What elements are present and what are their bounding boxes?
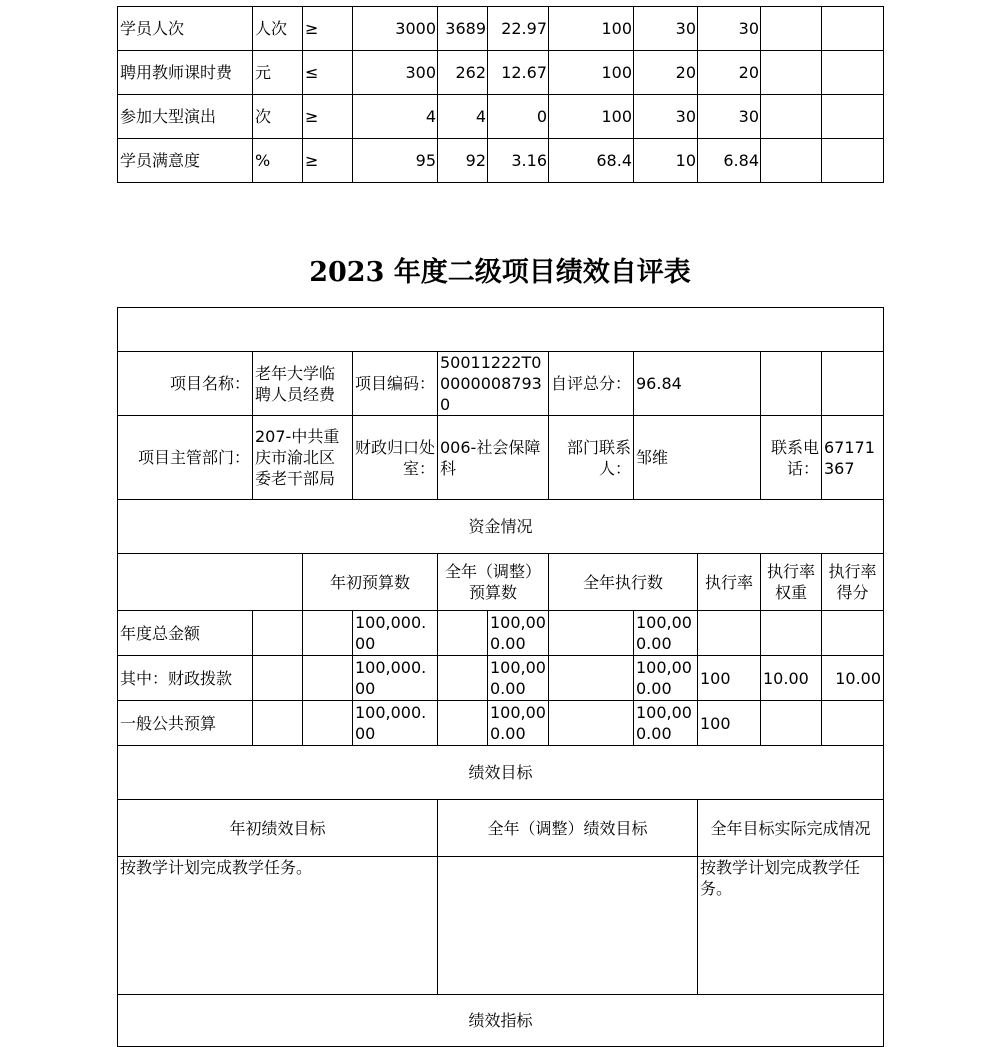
project-name-label: 项目名称： — [118, 352, 253, 416]
funds-header-executed: 全年执行数 — [549, 554, 698, 611]
phone: 67171367 — [822, 416, 884, 500]
indicator-blank-2 — [822, 95, 884, 139]
goals-section-title: 绩效目标 — [118, 746, 884, 800]
funds-row — [118, 611, 884, 656]
indicator-name: 参加大型演出 — [118, 95, 253, 139]
indicator-row — [118, 95, 884, 139]
indicator-actual: 4 — [438, 95, 488, 139]
goals-header-adjusted: 全年（调整）绩效目标 — [438, 800, 698, 857]
funds-executed: 100,000.00 — [634, 611, 698, 656]
indicator-name: 聘用教师课时费 — [118, 51, 253, 95]
funds-blank-c — [438, 656, 488, 701]
indicator-row — [118, 7, 884, 51]
funds-rate: 100 — [698, 656, 761, 701]
indicator-actual: 262 — [438, 51, 488, 95]
indicator-blank-2 — [822, 7, 884, 51]
funds-blank-b — [303, 701, 353, 746]
goals-header-actual: 全年目标实际完成情况 — [698, 800, 884, 857]
indicator-blank-1 — [761, 95, 822, 139]
indicator-row — [118, 51, 884, 95]
funds-weight — [761, 701, 822, 746]
indicator-score: 6.84 — [698, 139, 761, 183]
funds-initial: 100,000.00 — [353, 701, 438, 746]
funds-blank-a — [253, 656, 303, 701]
indicator-operator: ≥ — [303, 95, 353, 139]
funds-blank-d — [549, 656, 634, 701]
funds-score: 10.00 — [822, 656, 884, 701]
indicator-actual: 3689 — [438, 7, 488, 51]
indicator-score: 30 — [698, 7, 761, 51]
finance: 006-社会保障科 — [438, 416, 549, 500]
dept: 207-中共重庆市渝北区委老干部局 — [253, 416, 353, 500]
project-code: 50011222T000000087930 — [438, 352, 549, 416]
indicator-blank-1 — [761, 51, 822, 95]
finance-label: 财政归口处室： — [353, 416, 438, 500]
funds-blank-d — [549, 701, 634, 746]
indicator-deviation: 12.67 — [488, 51, 549, 95]
funds-blank-b — [303, 611, 353, 656]
funds-row-label: 年度总金额 — [118, 611, 253, 656]
indicator-blank-2 — [822, 51, 884, 95]
indicators-section-row — [118, 995, 884, 1047]
page-title: 2023 年度二级项目绩效自评表 — [309, 257, 691, 288]
funds-row-label: 其中：财政拨款 — [118, 656, 253, 701]
funds-score — [822, 611, 884, 656]
funds-executed: 100,000.00 — [634, 701, 698, 746]
goals-content-row — [118, 857, 884, 995]
dept-label: 项目主管部门： — [118, 416, 253, 500]
indicator-target: 4 — [353, 95, 438, 139]
contact-label: 部门联系人： — [549, 416, 634, 500]
funds-row — [118, 701, 884, 746]
goal-adjusted — [438, 857, 698, 995]
funds-blank-c — [438, 611, 488, 656]
funds-row — [118, 656, 884, 701]
indicator-rate: 100 — [549, 7, 634, 51]
indicator-unit: 元 — [253, 51, 303, 95]
funds-section-title: 资金情况 — [118, 500, 884, 554]
indicator-unit: 人次 — [253, 7, 303, 51]
indicator-unit: 次 — [253, 95, 303, 139]
funds-row-label: 一般公共预算 — [118, 701, 253, 746]
indicator-weight: 30 — [634, 95, 698, 139]
project-code-label: 项目编码： — [353, 352, 438, 416]
funds-header-score: 执行率得分 — [822, 554, 884, 611]
indicators-section-title: 绩效指标 — [118, 995, 884, 1047]
funds-initial: 100,000.00 — [353, 611, 438, 656]
indicator-weight: 20 — [634, 51, 698, 95]
indicator-operator: ≤ — [303, 51, 353, 95]
funds-adjusted: 100,000.00 — [488, 701, 549, 746]
indicator-target: 3000 — [353, 7, 438, 51]
funds-blank-d — [549, 611, 634, 656]
indicator-blank-1 — [761, 7, 822, 51]
indicator-name: 学员人次 — [118, 7, 253, 51]
indicator-blank-1 — [761, 139, 822, 183]
funds-blank-c — [438, 701, 488, 746]
goals-header-initial: 年初绩效目标 — [118, 800, 438, 857]
indicator-rate: 68.4 — [549, 139, 634, 183]
funds-section-row — [118, 500, 884, 554]
funds-blank-a — [253, 701, 303, 746]
info-row-2 — [118, 416, 884, 500]
indicator-rate: 100 — [549, 95, 634, 139]
funds-initial: 100,000.00 — [353, 656, 438, 701]
goals-section-row — [118, 746, 884, 800]
funds-header-initial: 年初预算数 — [303, 554, 438, 611]
indicator-unit: % — [253, 139, 303, 183]
contact: 邹维 — [634, 416, 761, 500]
funds-header-weight: 执行率权重 — [761, 554, 822, 611]
indicator-name: 学员满意度 — [118, 139, 253, 183]
funds-blank-a — [253, 611, 303, 656]
indicator-deviation: 3.16 — [488, 139, 549, 183]
funds-rate: 100 — [698, 701, 761, 746]
info-row-1 — [118, 352, 884, 416]
indicator-deviation: 0 — [488, 95, 549, 139]
indicator-table — [117, 6, 884, 183]
indicator-deviation: 22.97 — [488, 7, 549, 51]
funds-weight: 10.00 — [761, 656, 822, 701]
funds-header-rate: 执行率 — [698, 554, 761, 611]
indicator-rate: 100 — [549, 51, 634, 95]
self-score-label: 自评总分： — [549, 352, 634, 416]
indicator-operator: ≥ — [303, 7, 353, 51]
indicator-score: 30 — [698, 95, 761, 139]
blank-row — [118, 308, 884, 352]
funds-adjusted: 100,000.00 — [488, 656, 549, 701]
goal-initial: 按教学计划完成教学任务。 — [118, 857, 438, 995]
funds-header-row — [118, 554, 884, 611]
funds-adjusted: 100,000.00 — [488, 611, 549, 656]
phone-label: 联系电话： — [761, 416, 822, 500]
indicator-blank-2 — [822, 139, 884, 183]
self-score: 96.84 — [634, 352, 761, 416]
indicator-target: 300 — [353, 51, 438, 95]
indicator-weight: 10 — [634, 139, 698, 183]
indicator-actual: 92 — [438, 139, 488, 183]
indicator-target: 95 — [353, 139, 438, 183]
funds-weight — [761, 611, 822, 656]
indicator-weight: 30 — [634, 7, 698, 51]
indicator-operator: ≥ — [303, 139, 353, 183]
funds-header-adjusted: 全年（调整）预算数 — [438, 554, 549, 611]
project-name: 老年大学临聘人员经费 — [253, 352, 353, 416]
funds-score — [822, 701, 884, 746]
self-evaluation-table — [117, 307, 884, 1047]
funds-rate — [698, 611, 761, 656]
indicator-row — [118, 139, 884, 183]
funds-blank-b — [303, 656, 353, 701]
goals-header-row — [118, 800, 884, 857]
indicator-score: 20 — [698, 51, 761, 95]
goal-actual: 按教学计划完成教学任务。 — [698, 857, 884, 995]
funds-executed: 100,000.00 — [634, 656, 698, 701]
